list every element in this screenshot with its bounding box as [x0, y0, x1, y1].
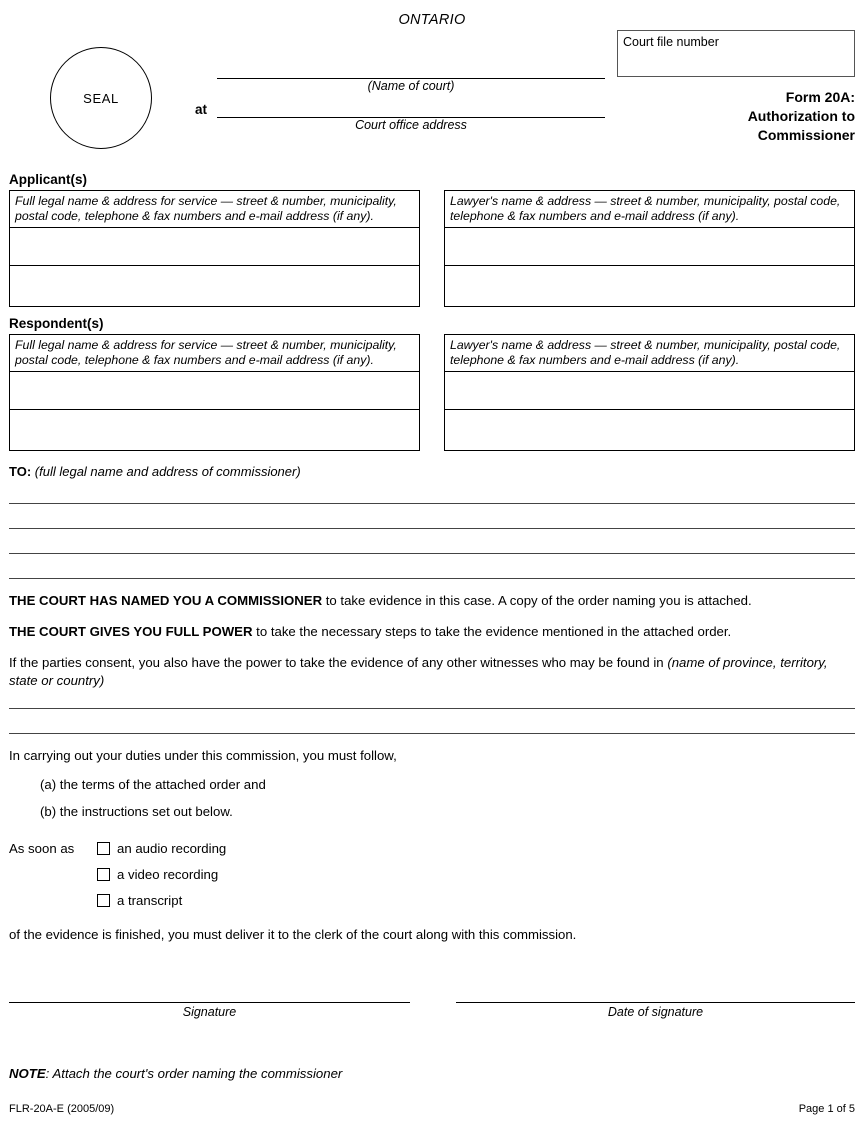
duties-intro: In carrying out your duties under this commission, you must follow, [9, 748, 397, 763]
respondent-heading: Respondent(s) [9, 316, 104, 331]
court-file-number-label: Court file number [623, 35, 719, 49]
province-gap-1 [0, 709, 864, 733]
respondent-party-blank-1[interactable] [10, 372, 419, 410]
note-text: : Attach the court's order naming the commissioner [45, 1066, 343, 1081]
applicant-party-blank-1[interactable] [10, 228, 419, 266]
as-soon-as-label: As soon as [9, 840, 75, 856]
court-seal [50, 47, 152, 149]
court-named-rest: to take evidence in this case. A copy of the order naming you is attached. [322, 593, 752, 608]
commissioner-gap-3 [0, 554, 864, 578]
attach-order-note [9, 1066, 855, 1081]
form-title-line-3: Commissioner [757, 127, 855, 143]
label-audio-recording: an audio recording [117, 840, 227, 856]
consent-hint: (name of province, territory, state or country) [9, 655, 828, 688]
to-label: TO: [9, 464, 32, 479]
applicant-heading: Applicant(s) [9, 172, 88, 187]
consent-text: If the parties consent, you also have the power to take the evidence of any other witnesses who may be found in [9, 655, 668, 670]
label-video-recording: a video recording [117, 866, 219, 882]
label-transcript: a transcript [117, 892, 183, 908]
applicant-lawyer-hint: Lawyer's name & address — street & number, municipality, postal code, telephone & fax numbers and e-mail address (if any). [445, 191, 854, 228]
duty-item-a: (a) the terms of the attached order and [40, 777, 266, 792]
commissioner-gap-1 [0, 504, 864, 528]
province-line-2[interactable] [9, 733, 855, 734]
form-title-line-1: Form 20A: [785, 89, 855, 105]
respondent-party-box[interactable] [9, 334, 420, 451]
court-named-bold: THE COURT HAS NAMED YOU A COMMISSIONER [9, 593, 323, 608]
option-row-video [9, 861, 855, 887]
seal-label: SEAL [83, 90, 119, 106]
to-spacer [0, 479, 864, 503]
deliver-paragraph: of the evidence is finished, you must deliver it to the clerk of the court along with this commission. [9, 927, 577, 942]
respondent-lawyer-hint: Lawyer's name & address — street & number, municipality, postal code, telephone & fax numbers and e-mail address (if any). [445, 335, 854, 372]
option-row-transcript [9, 887, 855, 913]
applicant-row [0, 190, 864, 307]
checkbox-transcript[interactable] [97, 894, 110, 907]
respondent-party-blank-2[interactable] [10, 410, 419, 450]
applicant-lawyer-blank-2[interactable] [445, 266, 854, 306]
page-footer [9, 1103, 855, 1115]
respondent-lawyer-blank-2[interactable] [445, 410, 854, 450]
at-label: at [195, 102, 208, 117]
checkbox-audio-recording[interactable] [97, 842, 110, 855]
court-name-caption: (Name of court) [367, 79, 455, 93]
court-named-paragraph [9, 592, 855, 610]
jurisdiction-label: ONTARIO [398, 12, 466, 28]
page-number: Page 1 of 5 [798, 1103, 855, 1115]
court-file-number-field[interactable] [617, 30, 855, 77]
respondent-row [0, 334, 864, 451]
consent-paragraph [9, 654, 855, 690]
respondent-section [0, 316, 864, 451]
province-gap [0, 690, 864, 708]
respondent-lawyer-blank-1[interactable] [445, 372, 854, 410]
form-title [535, 88, 855, 145]
duty-item-b: (b) the instructions set out below. [40, 804, 233, 819]
court-power-bold: THE COURT GIVES YOU FULL POWER [9, 624, 253, 639]
applicant-section [0, 172, 864, 307]
commissioner-line-4[interactable] [9, 578, 855, 579]
to-commissioner-line [9, 464, 864, 479]
checkbox-video-recording[interactable] [97, 868, 110, 881]
applicant-party-box[interactable] [9, 190, 420, 307]
court-power-paragraph [9, 623, 855, 641]
applicant-lawyer-box[interactable] [444, 190, 855, 307]
to-hint: (full legal name and address of commissioner) [34, 464, 301, 479]
form-code: FLR-20A-E (2005/09) [9, 1103, 115, 1115]
note-label: NOTE [9, 1066, 46, 1081]
respondent-lawyer-box[interactable] [444, 334, 855, 451]
date-input-line[interactable] [456, 1002, 855, 1003]
applicant-party-hint: Full legal name & address for service — street & number, municipality, postal code, telephone & fax numbers and e-mail address (if any). [10, 191, 419, 228]
date-caption: Date of signature [607, 1005, 704, 1019]
signature-area [0, 1002, 864, 1048]
option-row-audio [9, 835, 855, 861]
commissioner-gap-2 [0, 529, 864, 553]
recording-options-block [9, 835, 855, 913]
applicant-lawyer-blank-1[interactable] [445, 228, 854, 266]
applicant-party-blank-2[interactable] [10, 266, 419, 306]
court-power-rest: to take the necessary steps to take the evidence mentioned in the attached order. [252, 624, 732, 639]
court-address-caption: Court office address [355, 118, 467, 132]
signature-caption: Signature [182, 1005, 237, 1019]
form-header [0, 0, 864, 172]
respondent-party-hint: Full legal name & address for service — street & number, municipality, postal code, telephone & fax numbers and e-mail address (if any). [10, 335, 419, 372]
form-title-line-2: Authorization to [747, 108, 855, 124]
signature-input-line[interactable] [9, 1002, 410, 1003]
